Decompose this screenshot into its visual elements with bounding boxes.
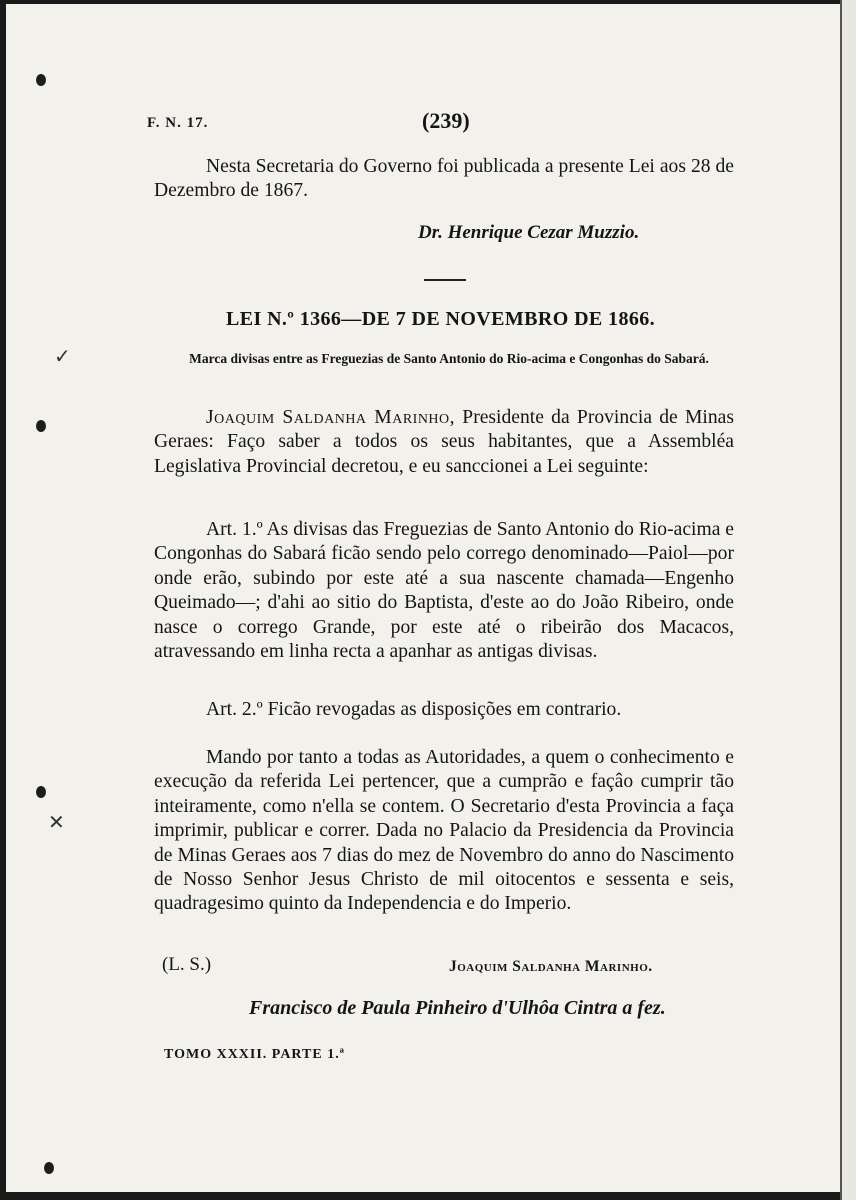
volume-footer: TOMO XXXII. PARTE 1.ª xyxy=(164,1047,345,1062)
margin-mark: ✓ xyxy=(54,344,71,368)
publication-note: Nesta Secretaria do Governo foi publicada a presente Lei aos 28 de Dezembro de 1867. xyxy=(154,156,734,202)
document-page xyxy=(6,4,840,1192)
preamble-text: Presidente da Provincia de Minas Geraes: Faço saber a todos os seus habitantes, que a Assembléa Legislativa Provincial decretou, e eu sanccionei a Lei seguinte: xyxy=(154,407,734,477)
article-1: Art. 1.º As divisas das Freguezias de Santo Antonio do Rio-acima e Congonhas do Sabará ficão sendo pelo corrego denominado—Paiol—por onde erão, subindo por este até a sua nascente chamada—Engenho Queimado—; d'ahi ao sitio do Baptista, d'este ao do João Ribeiro, onde nasce o corrego Grande, por este até o ribeirão dos Macacos, atravessando em linha recta a apanhar as antigas divisas. xyxy=(154,519,734,663)
president-signature: Joaquim Saldanha Marinho. xyxy=(449,958,653,975)
secretary-signature: Dr. Henrique Cezar Muzzio. xyxy=(418,222,640,243)
enactment-clause: Mando por tanto a todas as Autoridades, a quem o conhecimento e execução da referida Lei pertencer, que a cumprão e façâo cumprir tão inteiramente, como n'ella se contem. O Secretario d'esta Provincia a faça imprimir, publicar e correr. Dada no Palacio da Presidencia da Provincia de Minas Geraes aos 7 dias do mez de Novembro do anno do Nascimento de Nosso Senhor Jesus Christo de mil oitocentos e sessenta e seis, quadragesimo quinto da Independencia e do Imperio. xyxy=(154,747,734,915)
divider xyxy=(424,279,466,281)
law-title: LEI N.º 1366—DE 7 DE NOVEMBRO DE 1866. xyxy=(226,308,656,330)
header-reference: F. N. 17. xyxy=(147,115,209,131)
law-summary: Marca divisas entre as Freguezias de Santo Antonio do Rio-acima e Congonhas do Sabará. xyxy=(189,351,709,366)
margin-mark: ✕ xyxy=(48,810,65,834)
president-name: Joaquim Saldanha Marinho, xyxy=(206,407,456,428)
binding-hole xyxy=(36,74,46,86)
page-number: (239) xyxy=(422,108,470,133)
clerk-signature: Francisco de Paula Pinheiro d'Ulhôa Cintra a fez. xyxy=(249,997,666,1019)
seal-mark: (L. S.) xyxy=(162,954,212,975)
binding-hole xyxy=(36,786,46,798)
binding-hole xyxy=(44,1162,54,1174)
page-edge xyxy=(840,0,856,1200)
article-2: Art. 2.º Ficão revogadas as disposições em contrario. xyxy=(206,699,622,720)
binding-hole xyxy=(36,420,46,432)
law-preamble xyxy=(154,406,734,479)
